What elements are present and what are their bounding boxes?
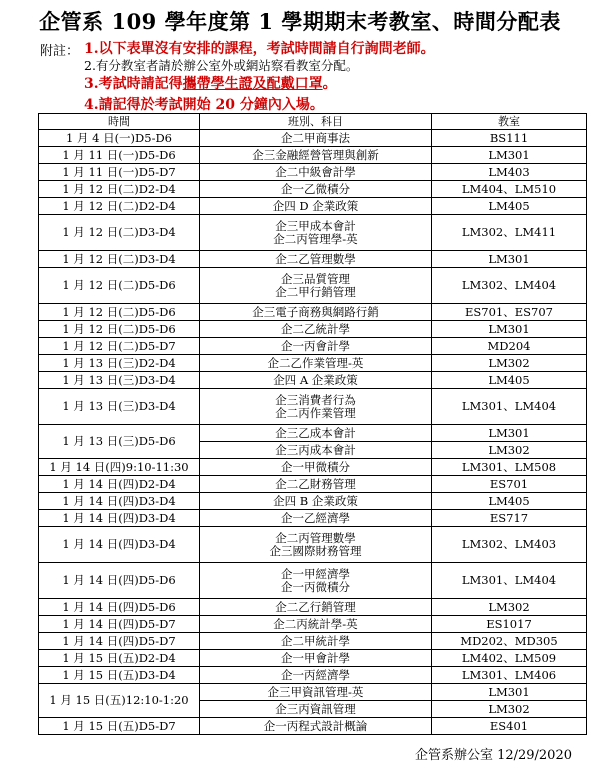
cell-course: [200, 510, 432, 527]
course-line: 企二丙統計學-英: [273, 616, 358, 631]
cell-course: [200, 338, 432, 355]
course-line: 企三電子商務與網路行銷: [252, 304, 379, 319]
cell-time: 1 月 11 日(一)D5-D6: [39, 147, 200, 164]
course-line: 企一丙程式設計概論: [263, 718, 368, 733]
table-row: [39, 355, 587, 372]
cell-time: 1 月 14 日(四)D5-D6: [39, 599, 200, 616]
cell-room: LM301、LM404: [432, 389, 587, 425]
course-line: 企二丙管理學-英: [273, 231, 358, 246]
cell-room: LM301、LM404: [432, 563, 587, 599]
course-line: 企三消費者行為: [275, 392, 356, 407]
table-header-row: [39, 114, 587, 130]
table-row: [39, 616, 587, 633]
cell-course: [200, 616, 432, 633]
table-row: [39, 718, 587, 735]
course-line: 企三國際財務管理: [269, 543, 362, 558]
cell-course: [200, 164, 432, 181]
cell-room: LM302: [432, 442, 587, 459]
cell-time: 1 月 12 日(二)D2-D4: [39, 181, 200, 198]
course-line: 企二乙財務管理: [275, 476, 356, 491]
table-row: [39, 321, 587, 338]
note-3-suffix: 。: [322, 76, 337, 92]
cell-course: [200, 459, 432, 476]
course-line: 企二乙行銷管理: [275, 599, 356, 614]
cell-room: ES1017: [432, 616, 587, 633]
header-course: 班別、科目: [200, 114, 432, 130]
course-line: 企一乙經濟學: [281, 510, 350, 525]
cell-time: 1 月 13 日(三)D3-D4: [39, 389, 200, 425]
cell-time: 1 月 13 日(三)D5-D6: [39, 425, 200, 459]
cell-room: LM302、LM403: [432, 527, 587, 563]
cell-room: LM404、LM510: [432, 181, 587, 198]
cell-time: 1 月 4 日(一)D5-D6: [39, 130, 200, 147]
course-line: 企二甲統計學: [281, 633, 350, 648]
cell-time: 1 月 14 日(四)D3-D4: [39, 527, 200, 563]
page-title: 企管系 109 學年度第 1 學期期末考教室、時間分配表: [39, 9, 561, 34]
table-row: [39, 304, 587, 321]
course-line: 企二丙作業管理: [275, 405, 356, 420]
table-row: [39, 164, 587, 181]
course-line: 企四 B 企業政策: [273, 493, 358, 508]
course-line: 企一甲會計學: [281, 650, 350, 665]
course-line: 企一乙微積分: [281, 181, 350, 196]
cell-time: 1 月 15 日(五)12:10-1:20: [39, 684, 200, 718]
cell-room: BS111: [432, 130, 587, 147]
cell-room: LM301、LM406: [432, 667, 587, 684]
cell-room: LM301: [432, 147, 587, 164]
table-row: [39, 563, 587, 599]
cell-room: LM301: [432, 321, 587, 338]
table-row: [39, 476, 587, 493]
table-row: [39, 599, 587, 616]
cell-time: 1 月 14 日(四)D5-D6: [39, 563, 200, 599]
table-row: [39, 147, 587, 164]
note-1: [84, 38, 435, 58]
cell-room: LM403: [432, 164, 587, 181]
cell-time: 1 月 13 日(三)D2-D4: [39, 355, 200, 372]
footer-office-date: 企管系辦公室 12/29/2020: [414, 748, 572, 763]
cell-time: 1 月 11 日(一)D5-D7: [39, 164, 200, 181]
cell-room: LM302、LM404: [432, 268, 587, 304]
table-row: [39, 251, 587, 268]
cell-time: 1 月 13 日(三)D3-D4: [39, 372, 200, 389]
cell-course: [200, 251, 432, 268]
table-row: [39, 181, 587, 198]
cell-course: [200, 304, 432, 321]
cell-time: 1 月 12 日(二)D5-D6: [39, 321, 200, 338]
table-row: [39, 493, 587, 510]
cell-course: [200, 215, 432, 251]
table-row: [39, 459, 587, 476]
cell-room: ES701: [432, 476, 587, 493]
cell-room: ES717: [432, 510, 587, 527]
course-line: 企一甲微積分: [281, 459, 350, 474]
cell-time: 1 月 12 日(二)D3-D4: [39, 251, 200, 268]
cell-room: LM301: [432, 251, 587, 268]
cell-room: LM402、LM509: [432, 650, 587, 667]
note-3: [84, 73, 337, 93]
cell-course: [200, 527, 432, 563]
cell-room: MD202、MD305: [432, 633, 587, 650]
cell-course: [200, 633, 432, 650]
table-row: [39, 684, 587, 701]
cell-course: [200, 563, 432, 599]
cell-course: [200, 147, 432, 164]
cell-time: 1 月 12 日(二)D5-D6: [39, 304, 200, 321]
cell-room: ES401: [432, 718, 587, 735]
cell-room: LM302: [432, 701, 587, 718]
course-line: 企四 A 企業政策: [273, 372, 358, 387]
cell-time: 1 月 14 日(四)D3-D4: [39, 510, 200, 527]
cell-time: 1 月 12 日(二)D5-D7: [39, 338, 200, 355]
note-3-prefix: 3.考試時請記得: [84, 76, 183, 92]
cell-room: MD204: [432, 338, 587, 355]
exam-schedule-table: [38, 113, 587, 735]
course-line: 企二乙統計學: [281, 321, 350, 336]
cell-time: 1 月 12 日(二)D3-D4: [39, 215, 200, 251]
cell-time: 1 月 12 日(二)D5-D6: [39, 268, 200, 304]
cell-course: [200, 372, 432, 389]
course-line: 企三品質管理: [281, 271, 350, 286]
table-body: [39, 130, 587, 735]
cell-time: 1 月 15 日(五)D5-D7: [39, 718, 200, 735]
notes-label: 附註：: [40, 44, 80, 59]
cell-room: ES701、ES707: [432, 304, 587, 321]
course-line: 企二甲商事法: [281, 130, 350, 145]
cell-room: LM302: [432, 599, 587, 616]
cell-time: 1 月 14 日(四)D3-D4: [39, 493, 200, 510]
cell-course: 企三甲資訊管理-英: [200, 684, 432, 701]
cell-room: LM405: [432, 372, 587, 389]
table-row: [39, 527, 587, 563]
course-line: 企四 D 企業政策: [272, 198, 359, 213]
cell-room: LM405: [432, 493, 587, 510]
note-2: 2.有分教室者請於辦公室外或網站察看教室分配。: [84, 58, 359, 73]
course-line: 企二中級會計學: [275, 164, 356, 179]
course-line: 企二丙管理數學: [275, 530, 356, 545]
cell-course: [200, 181, 432, 198]
cell-room: LM301: [432, 684, 587, 701]
table-row: [39, 650, 587, 667]
cell-time: 1 月 15 日(五)D2-D4: [39, 650, 200, 667]
course-line: 企二乙作業管理-英: [267, 355, 364, 370]
table-row: [39, 198, 587, 215]
cell-course: [200, 493, 432, 510]
cell-course: 企三丙成本會計: [200, 442, 432, 459]
cell-course: [200, 650, 432, 667]
cell-course: 企三丙資訊管理: [200, 701, 432, 718]
course-line: 企一甲經濟學: [281, 566, 350, 581]
cell-room: LM301、LM508: [432, 459, 587, 476]
cell-course: [200, 718, 432, 735]
table-row: [39, 215, 587, 251]
table-row: [39, 268, 587, 304]
cell-time: 1 月 12 日(二)D2-D4: [39, 198, 200, 215]
cell-course: 企三乙成本會計: [200, 425, 432, 442]
cell-time: 1 月 14 日(四)D5-D7: [39, 633, 200, 650]
cell-course: [200, 321, 432, 338]
course-line: 企一丙微積分: [281, 579, 350, 594]
cell-course: [200, 130, 432, 147]
course-line: 企三甲成本會計: [275, 218, 356, 233]
table-row: [39, 130, 587, 147]
cell-room: LM302、LM411: [432, 215, 587, 251]
course-line: 企三金融經營管理與創新: [252, 147, 379, 162]
note-1-text: 1.以下表單沒有安排的課程，考試時間請自行詢問老師。: [84, 41, 435, 57]
table-row: [39, 372, 587, 389]
cell-time: 1 月 14 日(四)9:10-11:30: [39, 459, 200, 476]
cell-room: LM302: [432, 355, 587, 372]
cell-course: [200, 599, 432, 616]
table-row: [39, 338, 587, 355]
header-time: 時間: [39, 114, 200, 130]
table-row: [39, 633, 587, 650]
note-4: 4.請記得於考試開始 20 分鐘內入場。: [84, 97, 324, 113]
cell-room: LM405: [432, 198, 587, 215]
cell-course: [200, 268, 432, 304]
cell-course: [200, 355, 432, 372]
cell-course: [200, 667, 432, 684]
course-line: 企一丙經濟學: [281, 667, 350, 682]
table-row: [39, 667, 587, 684]
table-row: [39, 389, 587, 425]
cell-time: 1 月 14 日(四)D2-D4: [39, 476, 200, 493]
cell-time: 1 月 14 日(四)D5-D7: [39, 616, 200, 633]
cell-course: [200, 198, 432, 215]
course-line: 企二甲行銷管理: [275, 284, 356, 299]
note-3-emphasis: 攜帶學生證及配戴口罩: [182, 76, 323, 92]
cell-room: LM301: [432, 425, 587, 442]
course-line: 企一丙會計學: [281, 338, 350, 353]
cell-course: [200, 389, 432, 425]
table-row: [39, 425, 587, 442]
cell-course: [200, 476, 432, 493]
course-line: 企二乙管理數學: [275, 251, 356, 266]
cell-time: 1 月 15 日(五)D3-D4: [39, 667, 200, 684]
header-room: 教室: [432, 114, 587, 130]
table-row: [39, 510, 587, 527]
